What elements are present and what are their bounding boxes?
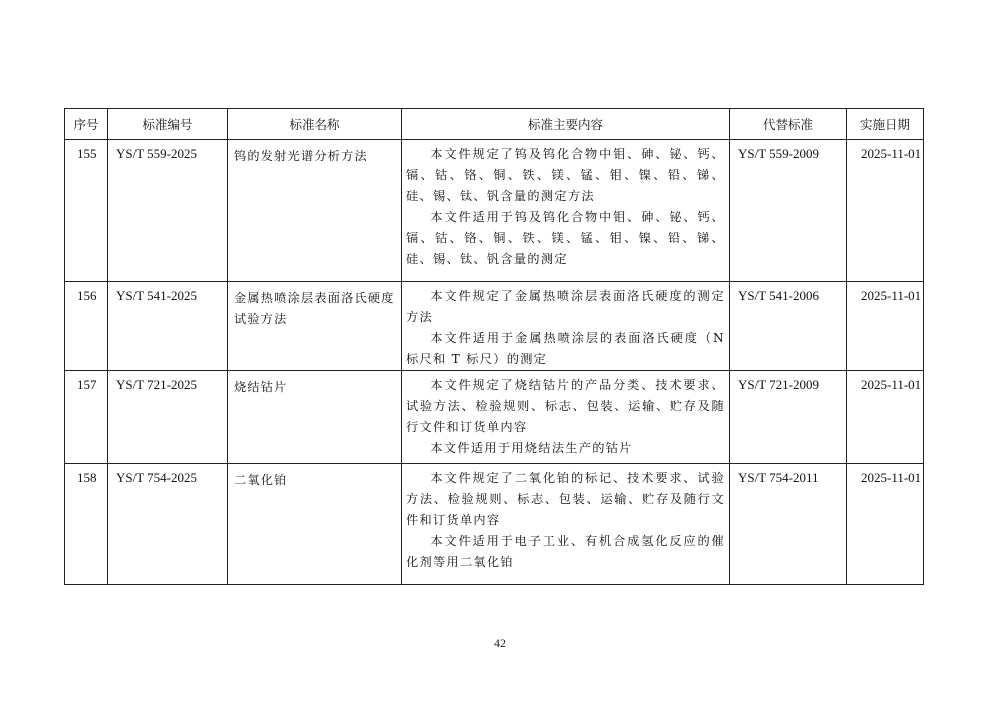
content-scope-paragraph: 本文件规定了烧结钴片的产品分类、技术要求、试验方法、检验规则、标志、包装、运输、贮存及随行文件和订货单内容 (406, 378, 725, 434)
row-index: 155 (65, 140, 108, 282)
row-replaced-standard: YS/T 541-2006 (730, 282, 847, 371)
row-standard-name: 二氧化铂 (228, 464, 402, 585)
content-application-paragraph: 本文件适用于钨及钨化合物中钼、砷、铋、钙、镉、钴、铬、铜、铁、镁、锰、钼、镍、铅、锑、硅、锡、钛、钒含量的测定 (406, 210, 725, 266)
table-row (65, 464, 924, 585)
header-main-content: 标准主要内容 (402, 109, 730, 140)
row-effective-date: 2025-11-01 (847, 282, 924, 371)
row-replaced-standard: YS/T 721-2009 (730, 371, 847, 464)
content-application-paragraph: 本文件适用于金属热喷涂层的表面洛氏硬度（N 标尺和 T 标尺）的测定 (406, 331, 725, 366)
header-effective-date: 实施日期 (847, 109, 924, 140)
row-standard-name: 烧结钴片 (228, 371, 402, 464)
table-row (65, 140, 924, 282)
content-application-paragraph: 本文件适用于用烧结法生产的钴片 (430, 441, 633, 455)
row-effective-date: 2025-11-01 (847, 140, 924, 282)
row-effective-date: 2025-11-01 (847, 464, 924, 585)
row-standard-code: YS/T 754-2025 (108, 464, 228, 585)
header-replaced-standard: 代替标准 (730, 109, 847, 140)
row-main-content (402, 140, 730, 282)
row-main-content (402, 371, 730, 464)
row-standard-name: 钨的发射光谱分析方法 (228, 140, 402, 282)
row-replaced-standard: YS/T 754-2011 (730, 464, 847, 585)
standards-table (64, 108, 924, 585)
header-standard-code: 标准编号 (108, 109, 228, 140)
row-effective-date: 2025-11-01 (847, 371, 924, 464)
table-header-row (65, 109, 924, 140)
content-scope-paragraph: 本文件规定了二氧化铂的标记、技术要求、试验方法、检验规则、标志、包装、运输、贮存及随行文件和订货单内容 (406, 471, 725, 527)
row-standard-name: 金属热喷涂层表面洛氏硬度试验方法 (228, 282, 402, 371)
row-standard-code: YS/T 559-2025 (108, 140, 228, 282)
row-index: 157 (65, 371, 108, 464)
page-number: 42 (494, 636, 506, 650)
table-row (65, 371, 924, 464)
table-row (65, 282, 924, 371)
header-index: 序号 (65, 109, 108, 140)
header-standard-name: 标准名称 (228, 109, 402, 140)
row-main-content (402, 464, 730, 585)
row-index: 158 (65, 464, 108, 585)
content-scope-paragraph: 本文件规定了钨及钨化合物中钼、砷、铋、钙、镉、钴、铬、铜、铁、镁、锰、钼、镍、铅、锑、硅、锡、钛、钒含量的测定方法 (406, 147, 725, 203)
row-replaced-standard: YS/T 559-2009 (730, 140, 847, 282)
row-index: 156 (65, 282, 108, 371)
content-application-paragraph: 本文件适用于电子工业、有机合成氢化反应的催化剂等用二氧化铂 (406, 534, 725, 569)
row-standard-code: YS/T 541-2025 (108, 282, 228, 371)
row-standard-code: YS/T 721-2025 (108, 371, 228, 464)
row-main-content (402, 282, 730, 371)
content-scope-paragraph: 本文件规定了金属热喷涂层表面洛氏硬度的测定方法 (406, 289, 725, 324)
